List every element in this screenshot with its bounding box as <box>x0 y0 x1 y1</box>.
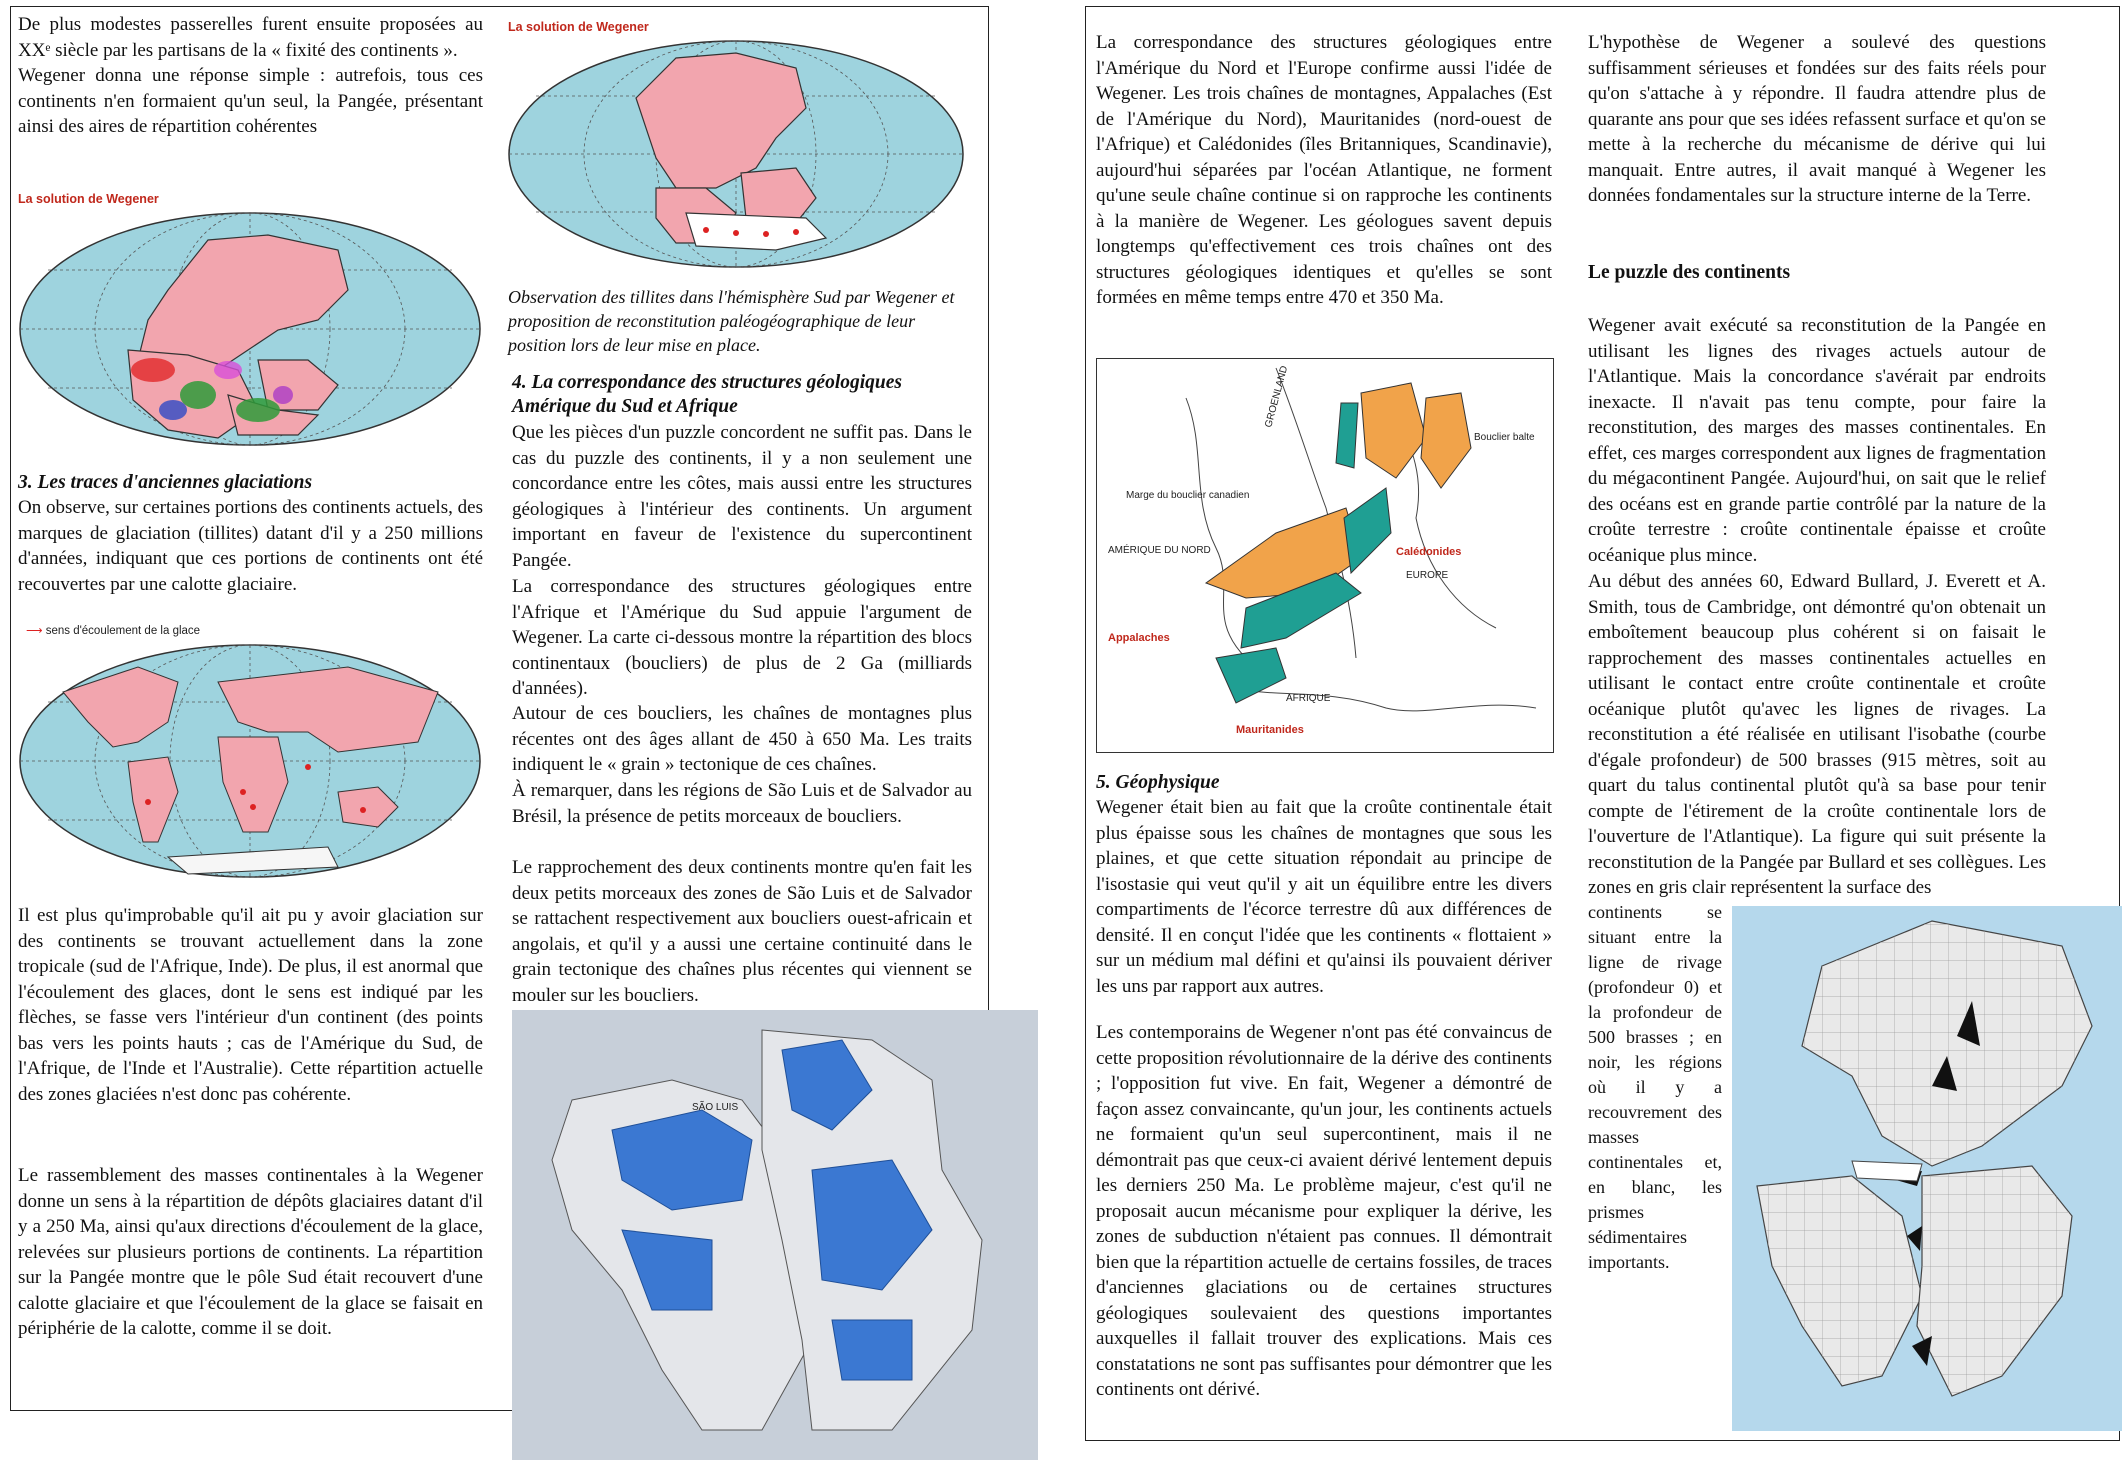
col2-p2: Wegener avait exécuté sa reconstitution de la Pangée en utilisant les lignes des rivages actuels autour de l'Atlantique. Mais la concordance s'avérait par endroits inexacte. Il n'avait pas tenu compte, pour faire la reconstitution, des marges des masses continentales. En effet, ces marges correspondent aux lignes de fragmentation du mégacontinent Pangée. Aujourd'hui, on sait que le relief des océans est en grande partie contrôlé par la nature de la croûte terrestre : croûte continentale épaisse et croûte océanique plus mince. <box>1588 315 2046 566</box>
col2-p3: Au début des années 60, Edward Bullard, J. Everett et A. Smith, tous de Cambridge, ont démontré qu'on obtenait un emboîtement beaucoup plus cohérent si on faisait le rapprochement des masses continentales actuelles en utilisant le contact entre croûte continentale et croûte océanique plutôt qu'avec les lignes de rivages. La reconstitution a été réalisée en utilisant l'isobathe (courbe d'égale profondeur) de 500 brasses (915 mètres, soit au quart du talus continental plutôt qu'à sa base pour tenir compte de l'étirement de la croûte continentale lors de l'ouverture de l'Atlantique). La figure qui suit présente la reconstitution de la Pangée par Bullard et ses collègues. Les zones en gris clair représentent la surface des <box>1588 571 2046 898</box>
europe-label: EUROPE <box>1406 570 1449 581</box>
bouclier-balte-label: Bouclier balte <box>1474 432 1535 443</box>
section5-p1: Wegener était bien au fait que la croûte continentale était plus épaisse sous les chaînes de montagnes que sous les plaines, et que cette situation répondait au principe de l'isostasie qui veut qu'il y ait un équilibre entre les divers compartiments de l'écorce terrestre dû aux différences de densité. Il en conçut l'idée que les continents « flottaient » sur un médium mal défini et qu'ainsi ils pouvaient dériver les uns par rapport aux autres. <box>1096 797 1552 997</box>
appalaches-caledonides-map <box>1096 358 1554 753</box>
section4-p1: Que les pièces d'un puzzle concordent ne suffit pas. Dans le cas du puzzle des continents, il y a non seulement une concordance entre les côtes, mais aussi entre les structures géologiques à l'intérieur des continents. Un argument important en faveur de l'existence du supercontinent Pangée. <box>512 422 972 571</box>
section4-p5: Le rapprochement des deux continents montre qu'en fait les deux petits morceaux des zones de São Luis et de Salvador se rattachent respectivement aux boucliers ouest-africain et angolais, et qu'il y a aussi une certaine continuité dans le grain tectonique des chaînes plus récentes qui viennent se mouler sur les boucliers. <box>512 857 972 1006</box>
section3-title: 3. Les traces d'anciennes glaciations <box>18 472 313 493</box>
map1-title: La solution de Wegener <box>18 192 159 206</box>
intro-paragraph: De plus modestes passerelles furent ensuite proposées au XXᵉ siècle par les partisans de la « fixité des continents ». Wegener donna une réponse simple : autrefois, tous ces continents n'en formaient qu'un seul, la Pangée, présentant ainsi des aires de répartition cohérentes <box>18 14 483 137</box>
section4-p3: Autour de ces boucliers, les chaînes de montagnes plus récentes ont des âges allant de 450 à 650 Ma. Les traits indiquent le « grain » tectonique de ces chaînes. <box>512 703 972 775</box>
section4-p4: À remarquer, dans les régions de São Luis et de Salvador au Brésil, la présence de petits morceaux de boucliers. <box>512 780 972 827</box>
col2-wrap: continents se situant entre la ligne de rivage (profondeur 0) et la profondeur de 500 brasses ; en noir, les régions où il y a recouvrement des masses continentales et, en blanc, les prismes sédimentaires importants. <box>1588 902 1722 1272</box>
section4-p2: La correspondance des structures géologiques entre l'Afrique et l'Amérique du Sud appuie l'argument de Wegener. La carte ci-dessous montre la répartition des blocs continentaux (boucliers) de plus de 2 Ga (milliards d'années). <box>512 576 972 699</box>
afrique-label: AFRIQUE <box>1286 693 1331 704</box>
red-arrow-icon: ⟶ <box>26 625 43 637</box>
marge-label: Marge du bouclier canadien <box>1126 490 1250 501</box>
mauritanides-label: Mauritanides <box>1236 724 1304 736</box>
para-tropical: Il est plus qu'improbable qu'il ait pu y avoir glaciation sur des continents se trouvant actuellement dans la zone tropicale (sud de l'Afrique, Inde). De plus, il est anormal que l'écoulement des glaces, dont le sens est indiqué par les flèches, se fasse vers l'intérieur d'un continent (des points bas vers les points hauts ; cas de l'Amérique du Sud, de l'Afrique, de l'Inde et l'Australie). Cette répartition actuelle des zones glaciées n'est donc pas cohérente. <box>18 905 483 1105</box>
tillites-pangea-map <box>506 38 966 270</box>
ice-flow-legend: ⟶ sens d'écoulement de la glace <box>26 625 201 637</box>
greenland-label: GROENLAND <box>1263 364 1291 429</box>
section5-p2: Les contemporains de Wegener n'ont pas été convaincus de cette proposition révolutionnaire de la dérive des continents ; l'opposition fut vive. En fait, Wegener a démontré de façon assez convaincante, qu'un jour, les continents actuels ne formaient qu'un seul supercontinent, mais il ne démontrait pas que ceux-ci avaient dérivé lentement depuis les derniers 250 Ma. Le problème majeur, c'est qu'il ne proposait aucun mécanisme pour expliquer la dérive, les zones de subduction n'étaient pas connues. Il démontrait bien que la répartition actuelle de certains fossiles, de traces d'anciennes glaciations ou de certaines structures géologiques soulevaient des questions importantes auxquelles il fallait trouver des explications. Mais ces constatations ne sont pas suffisantes pour démontrer que les continents ont dérivé. <box>1096 1022 1552 1400</box>
sao-luis-label: SÃO LUIS <box>692 1102 739 1113</box>
puzzle-title: Le puzzle des continents <box>1588 262 1791 283</box>
shields-africa-south-america-map <box>512 1010 1038 1460</box>
appalaches-label: Appalaches <box>1108 632 1170 644</box>
map2-title: La solution de Wegener <box>508 20 649 34</box>
pangea-glaciation-map <box>18 210 483 448</box>
bullard-pangea-reconstruction <box>1732 906 2122 1431</box>
section4-title-line2: Amérique du Sud et Afrique <box>512 396 738 417</box>
section4-title-line1: 4. La correspondance des structures géologiques <box>512 372 902 393</box>
amerique-label: AMÉRIQUE DU NORD <box>1108 545 1211 556</box>
col2-p1: L'hypothèse de Wegener a soulevé des questions suffisamment sérieuses et fondées sur des faits réels pour qu'on s'attache à y répondre. Il faudra attendre plus de quarante ans pour que ses idées refassent surface et qu'on se mette à la recherche du mécanisme de dérive qui lui manquait. Entre autres, il avait manqué à Wegener les données fondamentales sur la structure interne de la Terre. <box>1588 32 2046 206</box>
glaciation-world-map <box>18 642 483 880</box>
caledonides-label: Calédonides <box>1396 546 1462 558</box>
col1-p1: La correspondance des structures géologiques entre l'Amérique du Nord et l'Europe confirme aussi l'idée de Wegener. Les trois chaînes de montagnes, Appalaches (Est de l'Amérique du Nord), Mauritanides (nord-ouest de l'Afrique) et Calédonides (îles Britanniques, Scandinavie), aujourd'hui séparées par l'océan Atlantique, ne forment qu'une seule chaîne continue si on rapproche les continents à la manière de Wegener. Les géologues savent depuis longtemps qu'effectivement ces trois chaînes ont des structures géologiques identiques et qu'elles se sont formées en même temps entre 470 et 350 Ma. <box>1096 32 1552 308</box>
section3-text: On observe, sur certaines portions des continents actuels, des marques de glaciation (tillites) datant d'il y a 250 millions d'années, indiquant que ces portions de continents ont été recouvertes par une calotte glaciaire. <box>18 497 483 595</box>
para-rassemblement: Le rassemblement des masses continentales à la Wegener donne un sens à la répartition de dépôts glaciaires datant d'il y a 250 Ma, ainsi qu'aux directions d'écoulement de la glace, relevées sur plusieurs portions de continents. La répartition sur la Pangée montre que le pôle Sud était recouvert d'une calotte glaciaire et que l'écoulement de la glace se faisait en périphérie de la calotte, comme il se doit. <box>18 1165 483 1339</box>
section5-title: 5. Géophysique <box>1096 772 1220 793</box>
map2-caption: Observation des tillites dans l'hémisphère Sud par Wegener et proposition de reconstitution paléogéographique de leur position lors de leur mise en place. <box>508 287 955 355</box>
